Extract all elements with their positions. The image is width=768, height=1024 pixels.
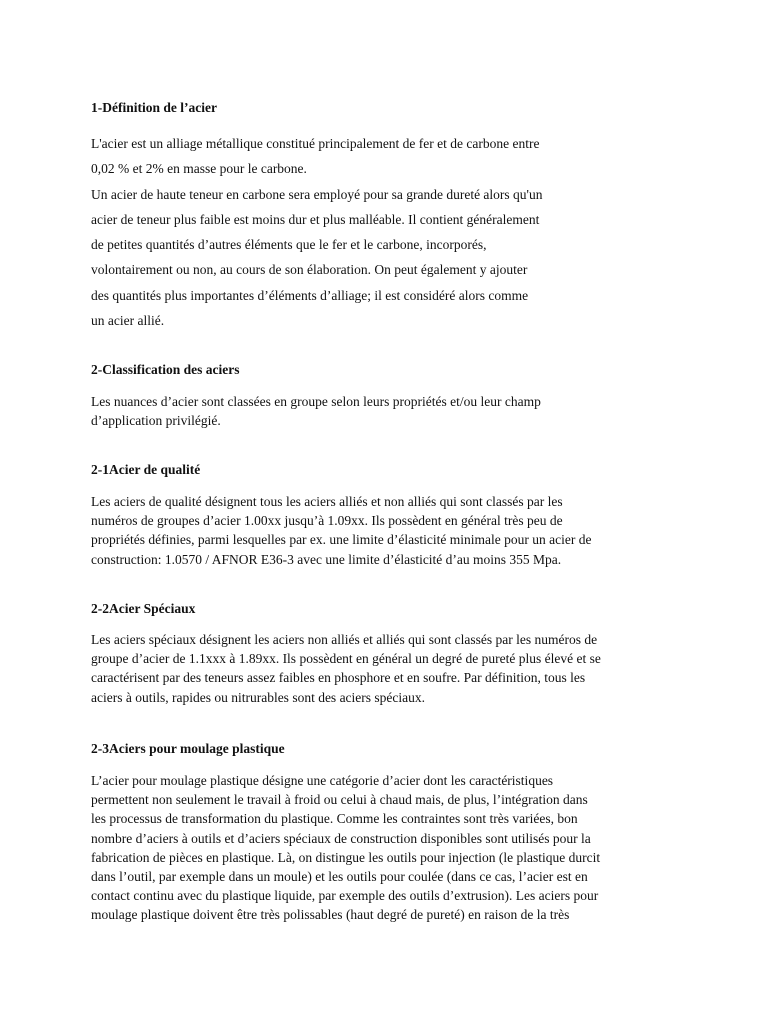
section-body: [91, 392, 541, 430]
text-line: d’application privilégié.: [91, 413, 221, 429]
text-line: acier de teneur plus faible est moins dur et plus malléable. Il contient généralement: [91, 211, 540, 227]
text-line: fabrication de pièces en plastique. Là, on distingue les outils pour injection (le plastique durcit: [91, 849, 601, 865]
text-line: Les nuances d’acier sont classées en groupe selon leurs propriétés et/ou leur champ: [91, 394, 541, 409]
section-heading: 2-1Acier de qualité: [91, 462, 201, 477]
section-heading: 2-3Aciers pour moulage plastique: [91, 741, 285, 756]
section-classification: [91, 361, 681, 429]
section-body: [91, 492, 591, 569]
section-acier-de-qualite: [91, 461, 681, 567]
text-line: de petites quantités d’autres éléments que le fer et le carbone, incorporés,: [91, 237, 487, 253]
text-line: volontairement ou non, au cours de son élaboration. On peut également y ajouter: [91, 262, 528, 278]
section-definition: [91, 99, 681, 329]
section-body: [91, 771, 600, 925]
text-line: dans l’outil, par exemple dans un moule) et les outils pour coulée (dans ce cas, l’acier est en: [91, 869, 588, 885]
section-heading: 2-Classification des aciers: [91, 362, 240, 377]
text-line: Un acier de haute teneur en carbone sera employé pour sa grande dureté alors qu'un: [91, 186, 543, 202]
section-body: [91, 630, 601, 707]
text-line: L'acier est un alliage métallique constitué principalement de fer et de carbone entre: [91, 136, 540, 151]
section-aciers-speciaux: [91, 600, 681, 705]
text-line: caractérisent par des teneurs assez faibles en phosphore et en soufre. Par définition, tous les: [91, 670, 586, 686]
section-heading: 2-2Acier Spéciaux: [91, 601, 196, 616]
text-line: moulage plastique doivent être très polissables (haut degré de pureté) en raison de la très: [91, 907, 570, 923]
text-line: groupe d’acier de 1.1xxx à 1.89xx. Ils possèdent en général un degré de pureté plus élevé et se: [91, 651, 601, 667]
text-line: aciers à outils, rapides ou nitrurables sont des aciers spéciaux.: [91, 689, 426, 705]
text-line: numéros de groupes d’acier 1.00xx jusqu’à 1.09xx. Ils possèdent en général très peu de: [91, 513, 563, 529]
text-line: Les aciers spéciaux désignent les aciers non alliés et alliés qui sont classés par les numéros de: [91, 632, 598, 647]
text-line: permettent non seulement le travail à froid ou celui à chaud mais, de plus, l’intégration dans: [91, 792, 588, 808]
section-moulage-plastique: [91, 740, 681, 923]
text-line: construction: 1.0570 / AFNOR E36-3 avec une limite d’élasticité d’au moins 355 Mpa.: [91, 551, 562, 567]
text-line: un acier allié.: [91, 313, 165, 329]
text-line: propriétés définies, parmi lesquelles par ex. une limite d’élasticité minimale pour un acier de: [91, 532, 592, 548]
text-line: contact continu avec du plastique liquide, par exemple des outils d’extrusion). Les aciers pour: [91, 888, 599, 904]
text-line: L’acier pour moulage plastique désigne une catégorie d’acier dont les caractéristiques: [91, 773, 554, 788]
text-line: des quantités plus importantes d’éléments d’alliage; il est considéré alors comme: [91, 287, 529, 303]
text-line: 0,02 % et 2% en masse pour le carbone.: [91, 161, 307, 177]
text-line: Les aciers de qualité désignent tous les aciers alliés et non alliés qui sont classés par les: [91, 494, 563, 509]
section-body: [91, 131, 543, 333]
section-heading: 1-Définition de l’acier: [91, 100, 217, 115]
text-line: nombre d’aciers à outils et d’aciers spéciaux de construction disponibles sont utilisés pour la: [91, 830, 591, 846]
text-line: les processus de transformation du plastique. Comme les contraintes sont très variées, bon: [91, 811, 578, 827]
